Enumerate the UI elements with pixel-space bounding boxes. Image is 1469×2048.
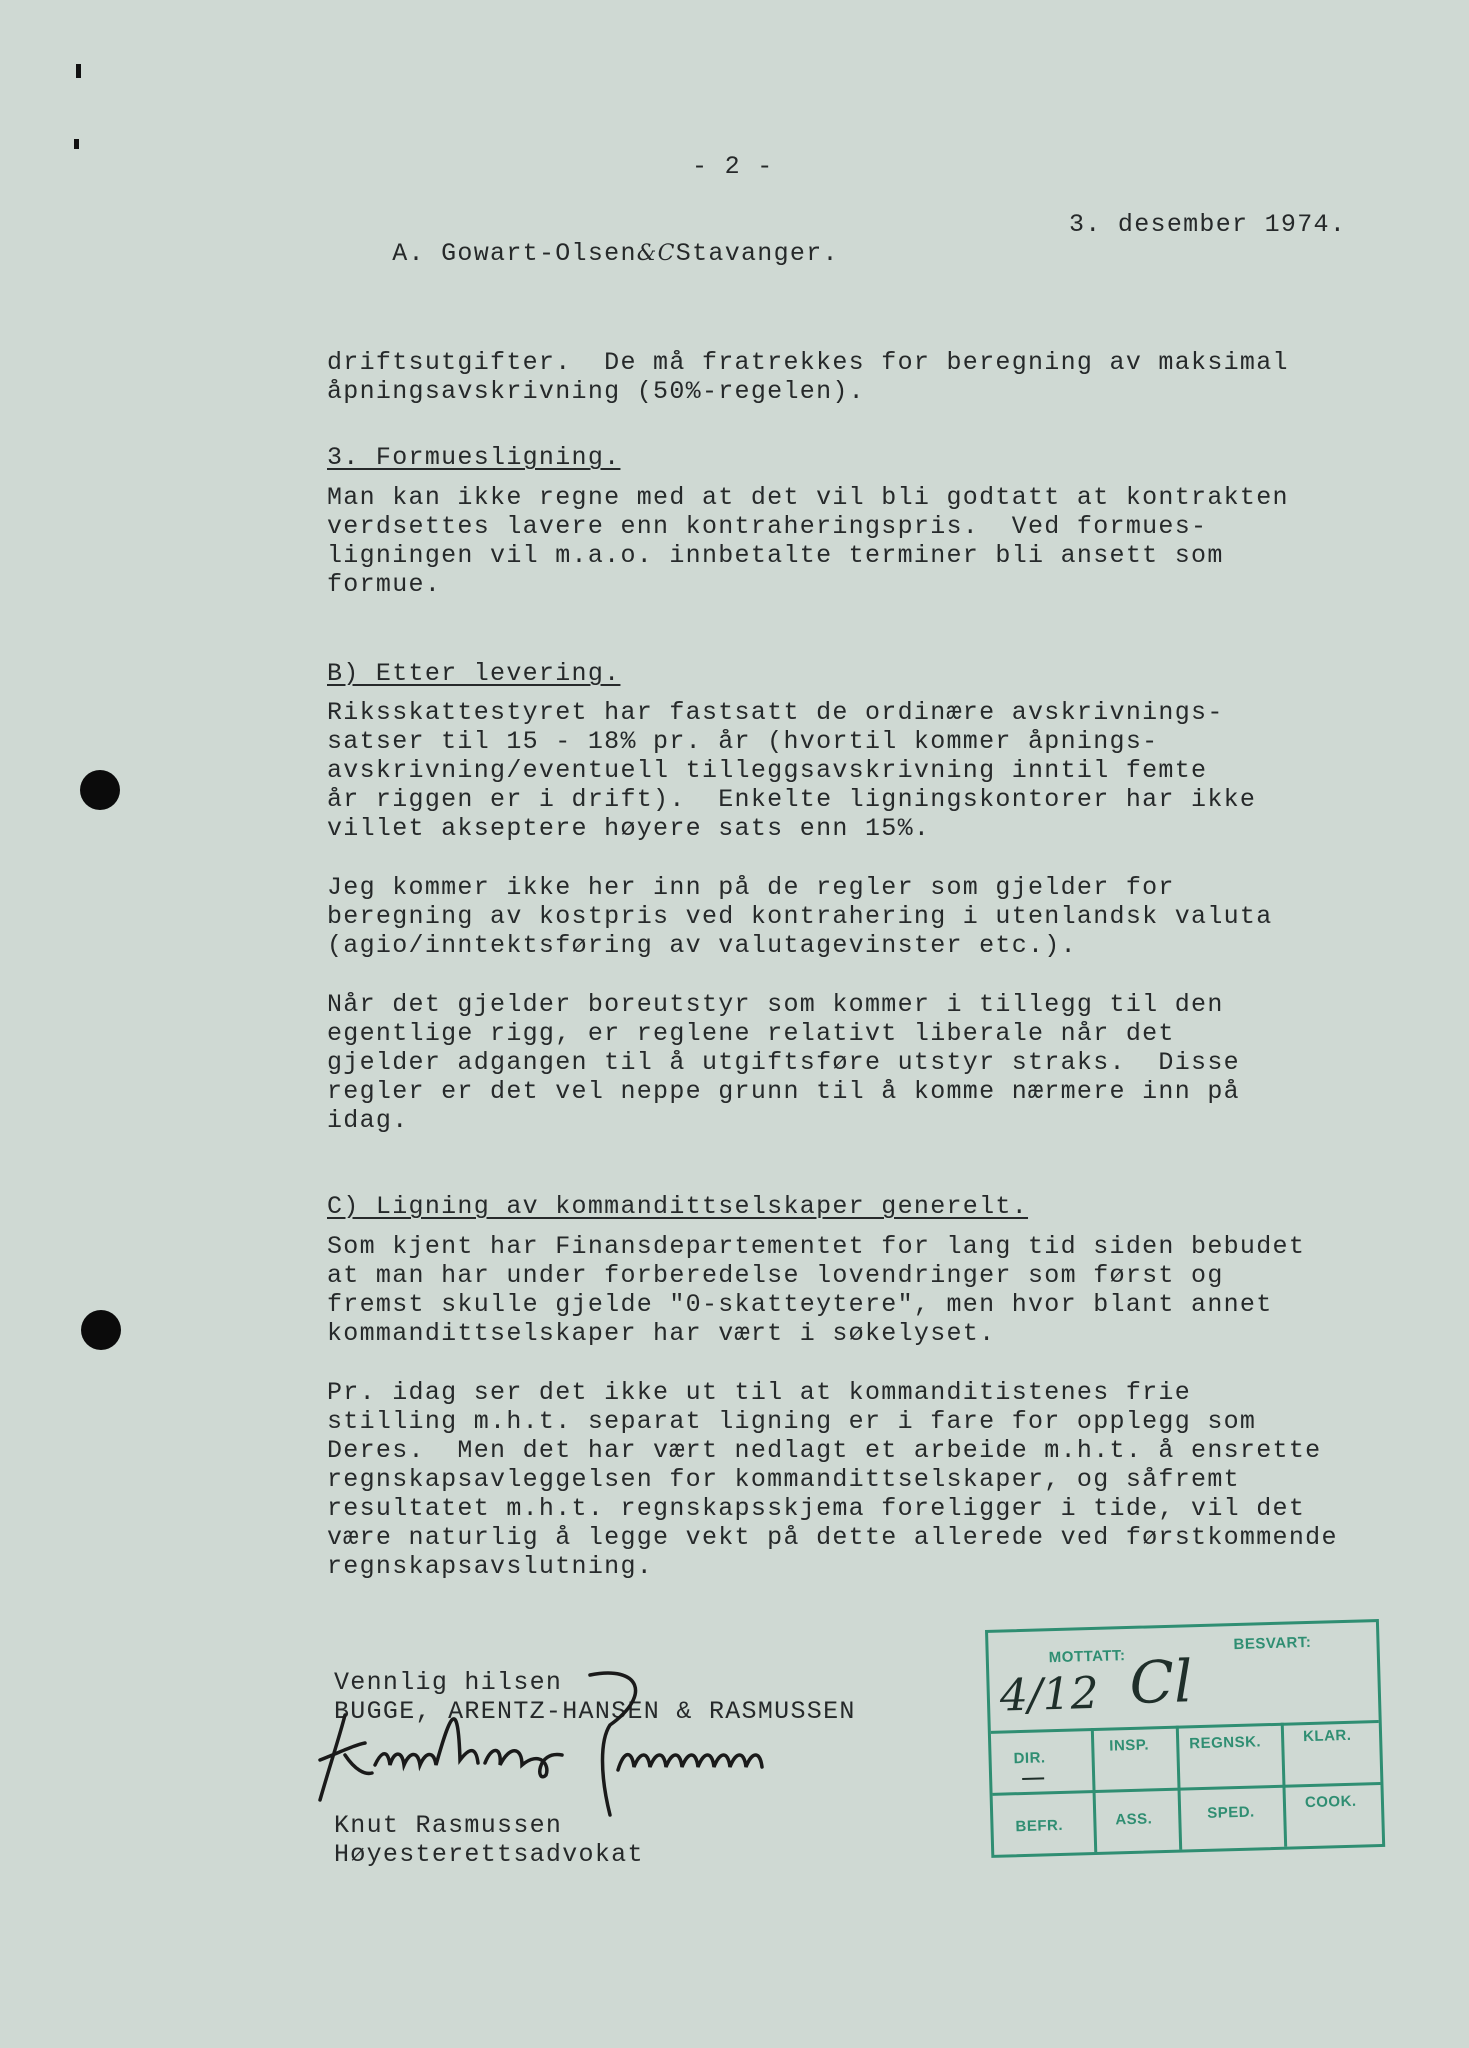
body-line: Når det gjelder boreutstyr som kommer i tillegg til den xyxy=(327,990,1224,1019)
stamp-cell: BEFR. xyxy=(1015,1816,1064,1836)
body-line: regnskapsavslutning. xyxy=(327,1552,654,1581)
body-line: Riksskattestyret har fastsatt de ordinære avskrivnings- xyxy=(327,698,1224,727)
received-stamp xyxy=(985,1619,1385,1858)
page-number: - 2 - xyxy=(692,152,774,181)
body-line: at man har under forberedelse lovendringer som først og xyxy=(327,1261,1224,1290)
body-line: gjelder adgangen til å utgiftsføre utstyr straks. Disse xyxy=(327,1048,1240,1077)
body-line: Jeg kommer ikke her inn på de regler som gjelder for xyxy=(327,873,1175,902)
margin-mark xyxy=(74,139,79,149)
recipient-name: A. Gowart-Olsen xyxy=(392,239,637,268)
stamp-mottatt-label: MOTTATT: xyxy=(1048,1647,1126,1667)
body-line: (agio/inntektsføring av valutagevinster etc.). xyxy=(327,931,1077,960)
body-line: stilling m.h.t. separat ligning er i fare for opplegg som xyxy=(327,1407,1257,1436)
body-line: fremst skulle gjelde "0-skatteytere", men hvor blant annet xyxy=(327,1290,1273,1319)
recipient-city: Stavanger. xyxy=(675,239,839,268)
closing-greeting: Vennlig hilsen xyxy=(334,1668,563,1697)
body-line: idag. xyxy=(327,1106,409,1135)
signer-name: Knut Rasmussen xyxy=(334,1811,563,1840)
punch-hole-top xyxy=(80,770,120,810)
body-line: Pr. idag ser det ikke ut til at kommanditistenes frie xyxy=(327,1378,1192,1407)
body-line: regnskapsavleggelsen for kommandittselskaper, og såfremt xyxy=(327,1465,1240,1494)
handwritten-signature xyxy=(300,1655,920,1825)
body-line: verdsettes lavere enn kontraheringspris. Ved formues- xyxy=(327,512,1208,541)
body-line: satser til 15 - 18% pr. år (hvortil kommer åpnings- xyxy=(327,727,1159,756)
body-line: beregning av kostpris ved kontrahering i utenlandsk valuta xyxy=(327,902,1273,931)
stamp-cell: ASS. xyxy=(1115,1810,1153,1829)
section-heading: C) Ligning av kommandittselskaper generelt. xyxy=(327,1192,1029,1221)
body-line: driftsutgifter. De må fratrekkes for beregning av maksimal xyxy=(327,348,1289,377)
body-line: resultatet m.h.t. regnskapsskjema foreligger i tide, vil det xyxy=(327,1494,1306,1523)
body-line: kommandittselskaper har vært i søkelyset. xyxy=(327,1319,996,1348)
stamp-cell: INSP. xyxy=(1109,1736,1150,1755)
body-line: åpningsavskrivning (50%-regelen). xyxy=(327,377,865,406)
body-line: regler er det vel neppe grunn til å komme nærmere inn på xyxy=(327,1077,1240,1106)
stamp-cell: DIR. xyxy=(1013,1749,1046,1768)
punch-hole-bottom xyxy=(81,1310,121,1350)
recipient-line xyxy=(327,210,839,297)
stamp-dash xyxy=(1022,1777,1044,1780)
stamp-handwritten-initials: Cl xyxy=(1128,1647,1194,1717)
body-line: være naturlig å legge vekt på dette allerede ved førstkommende xyxy=(327,1523,1338,1552)
signer-title: Høyesterettsadvokat xyxy=(334,1840,644,1869)
stamp-cell: COOK. xyxy=(1304,1792,1357,1812)
section-heading: 3. Formuesligning. xyxy=(327,443,621,472)
body-line: Man kan ikke regne med at det vil bli godtatt at kontrakten xyxy=(327,483,1289,512)
recipient-mark: &C xyxy=(636,241,676,266)
letter-date: 3. desember 1974. xyxy=(1069,210,1347,239)
body-line: Som kjent har Finansdepartementet for lang tid siden bebudet xyxy=(327,1232,1306,1261)
body-line: år riggen er i drift). Enkelte ligningskontorer har ikke xyxy=(327,785,1257,814)
margin-mark xyxy=(76,64,81,78)
body-line: egentlige rigg, er reglene relativt liberale når det xyxy=(327,1019,1175,1048)
stamp-cell: KLAR. xyxy=(1302,1726,1352,1746)
body-line: ligningen vil m.a.o. innbetalte terminer bli ansett som xyxy=(327,541,1224,570)
body-line: avskrivning/eventuell tilleggsavskrivning inntil femte xyxy=(327,756,1208,785)
stamp-besvart-label: BESVART: xyxy=(1233,1633,1312,1654)
stamp-handwritten-date: 4/12 xyxy=(999,1667,1100,1722)
closing-firm: BUGGE, ARENTZ-HANSEN & RASMUSSEN xyxy=(334,1697,856,1726)
stamp-cell: REGNSK. xyxy=(1189,1733,1262,1753)
body-line: formue. xyxy=(327,570,442,599)
body-line: villet akseptere høyere sats enn 15%. xyxy=(327,814,931,843)
stamp-cell: SPED. xyxy=(1206,1803,1255,1822)
body-line: Deres. Men det har vært nedlagt et arbeide m.h.t. å ensrette xyxy=(327,1436,1322,1465)
section-heading: B) Etter levering. xyxy=(327,659,621,688)
